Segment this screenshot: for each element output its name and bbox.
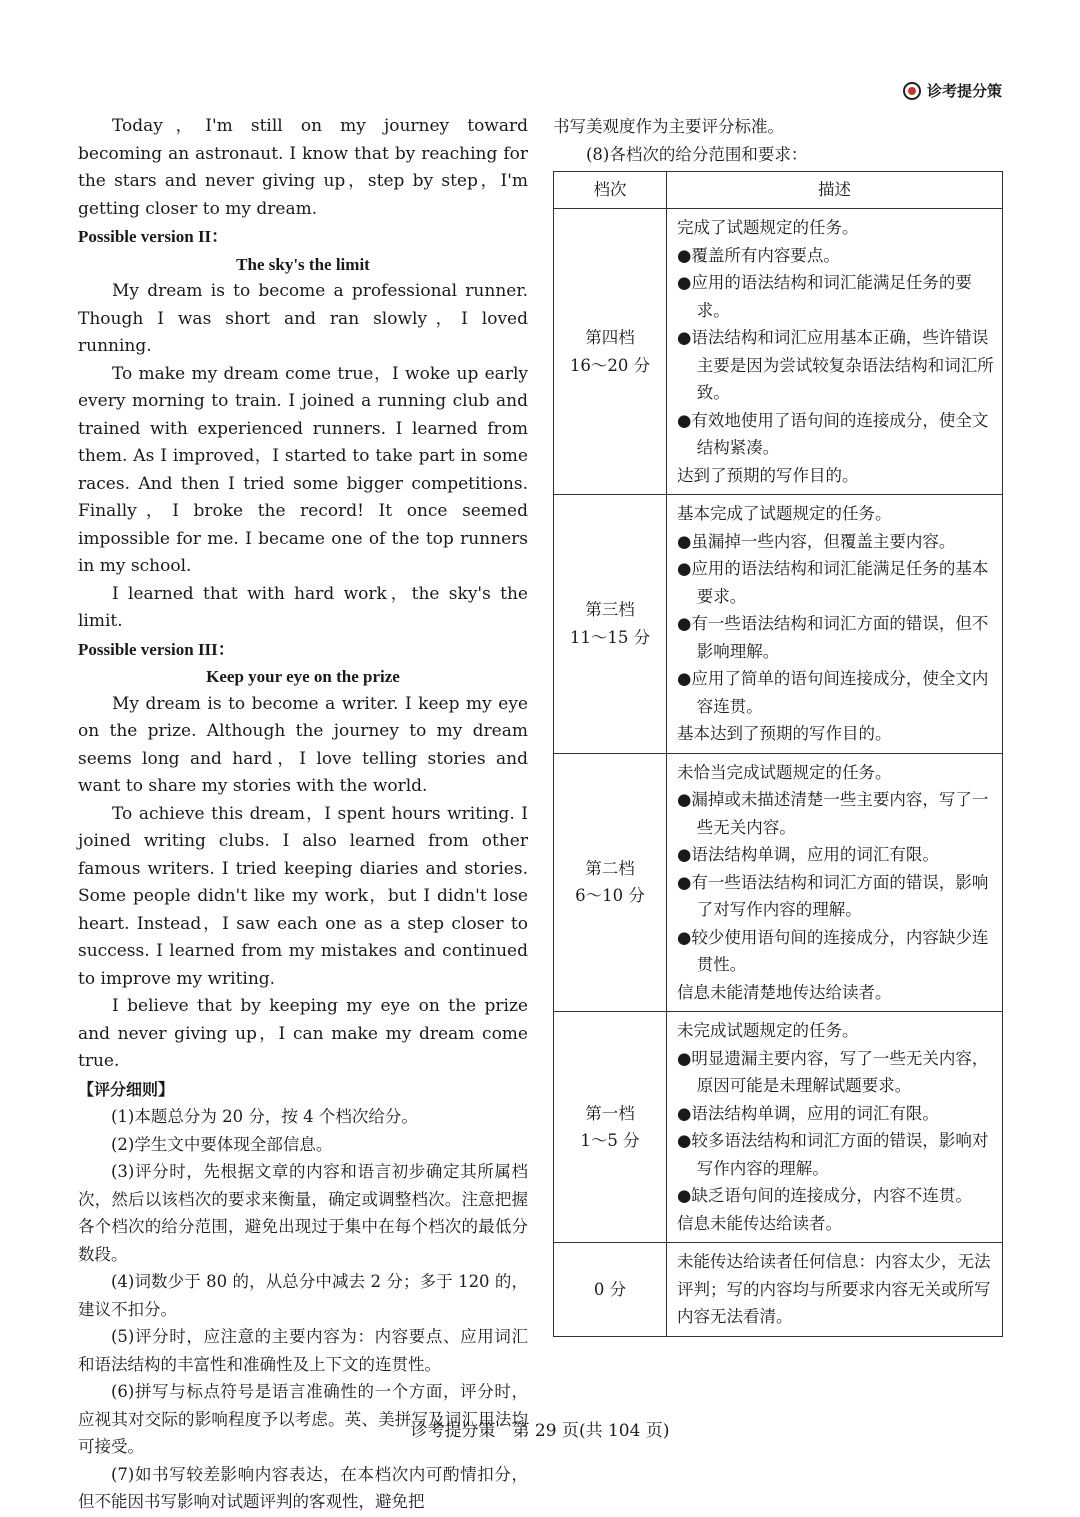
table-row [554,1012,1003,1243]
description-bullet: ●覆盖所有内容要点。 [677,245,840,265]
level-score-range: 1～5 分 [580,1131,640,1150]
description-bullet: ●虽漏掉一些内容，但覆盖主要内容。 [677,531,956,551]
level-name: 0 分 [593,1279,627,1299]
version-3-title: Keep your eye on the prize [206,667,400,686]
level-score-range: 6～10 分 [575,886,645,906]
version-2-paragraph-1: My dream is to become a professional runner. Though I was short and ran slowly，I loved running. [78,281,528,356]
description-bullet: ●应用的语法结构和词汇能满足任务的基本要求。 [677,559,989,606]
description-outro: 信息未能清楚地传达给读者。 [677,982,892,1002]
description-cell [667,753,1003,1012]
description-cell [667,209,1003,495]
version-2-title: The sky's the limit [236,254,370,274]
version-2-paragraph-3: I learned that with hard work，the sky's the limit. [78,583,528,631]
rule-2: (2)学生文中要体现全部信息。 [111,1134,333,1154]
level-cell [554,1012,667,1243]
rule-3: (3)评分时，先根据文章的内容和语言初步确定其所属档次，然后以该档次的要求来衡量，确定或调整档次。注意把握各个档次的给分范围，避免出现过于集中在每个档次的最低分数段。 [78,1162,528,1264]
description-bullet: ●有效地使用了语句间的连接成分，使全文结构紧凑。 [677,410,989,457]
description-bullet: ●应用了简单的语句间连接成分，使全文内容连贯。 [677,669,989,716]
level-cell [554,753,667,1012]
description-bullet: ●语法结构单调，应用的词汇有限。 [677,845,939,864]
table-header-row [554,172,1003,209]
level-name: 第一档 [585,1103,635,1123]
table-row [554,1243,1003,1337]
version-3-paragraph-1: My dream is to become a writer. I keep my eye on the prize. Although the journey to my dream seems long and hard，I love telling stories and want to share my stories with the world. [78,693,528,796]
level-score-range: 16～20 分 [569,355,651,375]
description-bullet: ●缺乏语句间的连接成分，内容不连贯。 [677,1186,972,1205]
table-row [554,209,1003,495]
version-3-label: Possible version III： [78,639,235,659]
rule-6: (6)拼写与标点符号是语言准确性的一个方面，评分时，应视其对交际的影响程度予以考虑。英、美拼写及词汇用法均可接受。 [78,1382,528,1456]
paragraph-astronaut-conclusion: Today，I'm still on my journey toward becoming an astronaut. I know that by reaching for the stars and never giving up，step by step，I'm getting closer to my dream. [78,116,528,219]
brand-header [903,80,1002,101]
left-column [78,113,528,1516]
description-bullet: ●语法结构和词汇应用基本正确，些许错误主要是因为尝试较复杂语法结构和词汇所致。 [677,328,994,402]
level-cell [554,495,667,754]
page-footer: 诊考提分策 第 29 页(共 104 页) [410,1421,670,1441]
version-3-paragraph-3: I believe that by keeping my eye on the prize and never giving up，I can make my dream come true. [78,996,528,1071]
level-cell [554,209,667,495]
brand-name: 诊考提分策 [926,82,1002,100]
rule-1: (1)本题总分为 20 分，按 4 个档次给分。 [111,1107,418,1126]
header-level: 档次 [554,172,667,209]
description-cell [667,495,1003,754]
brand-logo-icon [903,82,921,100]
description-intro: 基本完成了试题规定的任务。 [677,504,892,523]
description-bullet: ●有一些语法结构和词汇方面的错误，但不影响理解。 [677,614,989,661]
rule-8: (8)各档次的给分范围和要求： [586,144,808,164]
version-2-paragraph-2: To make my dream come true，I woke up early every morning to train. I joined a running club and trained with experienced runners. I learned from them. As I improved，I started to take part in some races. And then I tried some bigger competitions. Finally，I broke the record! It once seemed impossible for me. I became one of the top runners in my school. [78,363,528,576]
description-bullet: ●应用的语法结构和词汇能满足任务的要求。 [677,273,972,320]
rule-7-continued: 书写美观度作为主要评分标准。 [553,117,784,136]
description-intro: 未能传达给读者任何信息：内容太少，无法评判；写的内容均与所要求内容无关或所写内容无法看清。 [677,1252,991,1326]
description-outro: 基本达到了预期的写作目的。 [677,724,892,743]
description-cell [667,1012,1003,1243]
header-description: 描述 [667,172,1003,209]
level-cell [554,1243,667,1337]
description-bullet: ●明显遗漏主要内容，写了一些无关内容，原因可能是未理解试题要求。 [677,1048,989,1095]
scoring-rubric-table [553,171,1003,1337]
rule-4: (4)词数少于 80 的，从总分中减去 2 分；多于 120 的，建议不扣分。 [78,1272,528,1319]
description-intro: 未完成试题规定的任务。 [677,1021,859,1040]
description-outro: 达到了预期的写作目的。 [677,465,859,485]
right-column-intro [553,113,1003,168]
table-row [554,753,1003,1012]
scoring-rules-heading: 【评分细则】 [78,1079,175,1099]
description-bullet: ●语法结构单调，应用的词汇有限。 [677,1103,939,1123]
level-name: 第四档 [585,328,635,347]
description-intro: 未恰当完成试题规定的任务。 [677,762,892,782]
description-cell [667,1243,1003,1337]
version-2-label: Possible version II： [78,227,229,246]
version-3-paragraph-2: To achieve this dream，I spent hours writing. I joined writing clubs. I also learned from other famous writers. I tried keeping diaries and stories. Some people didn't like my work，but I didn't lose heart. Instead，I saw each one as a step closer to success. I learned from my mistakes and continued to improve my writing. [78,803,528,989]
level-name: 第三档 [585,600,635,620]
description-bullet: ●较少使用语句间的连接成分，内容缺少连贯性。 [677,927,989,974]
rule-5: (5)评分时，应注意的主要内容为：内容要点、应用词汇和语法结构的丰富性和准确性及上下文的连贯性。 [78,1327,528,1374]
rule-7: (7)如书写较差影响内容表达，在本档次内可酌情扣分，但不能因书写影响对试题评判的客观性，避免把 [78,1464,528,1511]
level-score-range: 11～15 分 [569,627,651,647]
description-intro: 完成了试题规定的任务。 [677,218,859,237]
description-bullet: ●较多语法结构和词汇方面的错误，影响对写作内容的理解。 [677,1131,989,1178]
table-row [554,495,1003,754]
description-outro: 信息未能传达给读者。 [677,1213,842,1233]
level-name: 第二档 [585,858,635,878]
description-bullet: ●漏掉或未描述清楚一些主要内容，写了一些无关内容。 [677,790,989,837]
description-bullet: ●有一些语法结构和词汇方面的错误，影响了对写作内容的理解。 [677,872,989,919]
